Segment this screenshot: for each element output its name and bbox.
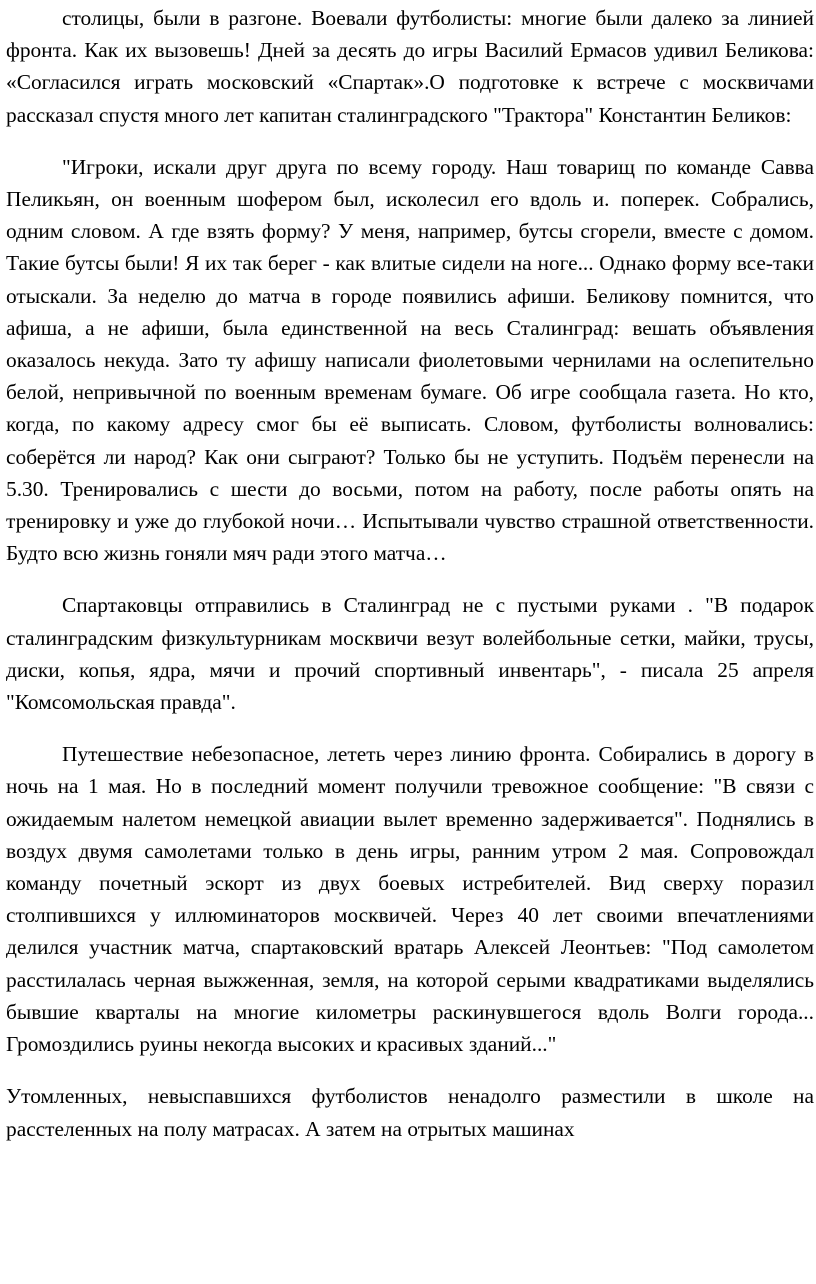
paragraph-opening: столицы, были в разгоне. Воевали футболисты: многие были далеко за линией фронта. Как их вызовешь! Дней за десять до игры Василий Ермасов удивил Беликова: «Согласился играть московский «Спартак».О подготовке к встрече с москвичами рассказал спустя много лет капитан сталинградского "Трактора" Константин Беликов: xyxy=(6,6,814,127)
paragraph-arrival: Утомленных, невыспавшихся футболистов ненадолго разместили в школе на расстеленных на полу матрасах. А затем на отрытых машинах xyxy=(6,1084,814,1141)
paragraph-spartak-gifts: Спартаковцы отправились в Сталинград не с пустыми руками . "В подарок сталинградским физкультурникам москвичи везут волейбольные сетки, майки, трусы, диски, копья, ядра, мячи и прочий спортивный инвентарь", - писала 25 апреля "Комсомольская правда". xyxy=(6,593,814,715)
paragraph-belikov-quote: "Игроки, искали друг друга по всему городу. Наш товарищ по команде Савва Пеликьян, он военным шофером был, исколесил его вдоль и. поперек. Собрались, одним словом. А где взять форму? У меня, например, бутсы сгорели, вместе с домом. Такие бутсы были! Я их так берег - как влитые сидели на ноге... Однако форму все-таки отыскали. За неделю до матча в городе появились афиши. Беликову помнится, что афиша, а не афиши, была единственной на весь Сталинград: вешать объявления оказалось некуда. Зато ту афишу написали фиолетовыми чернилами на ослепительно белой, непривычной по военным временам бумаге. Об игре сообщала газета. Но кто, когда, по какому адресу смог бы её выписать. Словом, футболисты волновались: соберётся ли народ? Как они сыграют? Только бы не уступить. Подъём перенесли на 5.30. Тренировались с шести до восьми, потом на работу, после работы опять на тренировку и уже до глубокой ночи… Испытывали чувство страшной ответственности. Будто всю жизнь гоняли мяч ради этого матча… xyxy=(6,154,814,566)
paragraph-flight: Путешествие небезопасное, лететь через линию фронта. Собирались в дорогу в ночь на 1 мая. Но в последний момент получили тревожное сообщение: "В связи с ожидаемым налетом немецкой авиации вылет временно задерживается". Поднялись в воздух двумя самолетами только в день игры, ранним утром 2 мая. Сопровождал команду почетный эскорт из двух боевых истребителей. Вид сверху поразил столпившихся у иллюминаторов москвичей. Через 40 лет своими впечатлениями делился участник матча, спартаковский вратарь Алексей Леонтьев: "Под самолетом расстилалась черная выжженная, земля, на которой серыми квадратиками выделялись бывшие кварталы на многие километры раскинувшегося вдоль Волги города... Громоздились руины некогда высоких и красивых зданий..." xyxy=(6,742,814,1057)
